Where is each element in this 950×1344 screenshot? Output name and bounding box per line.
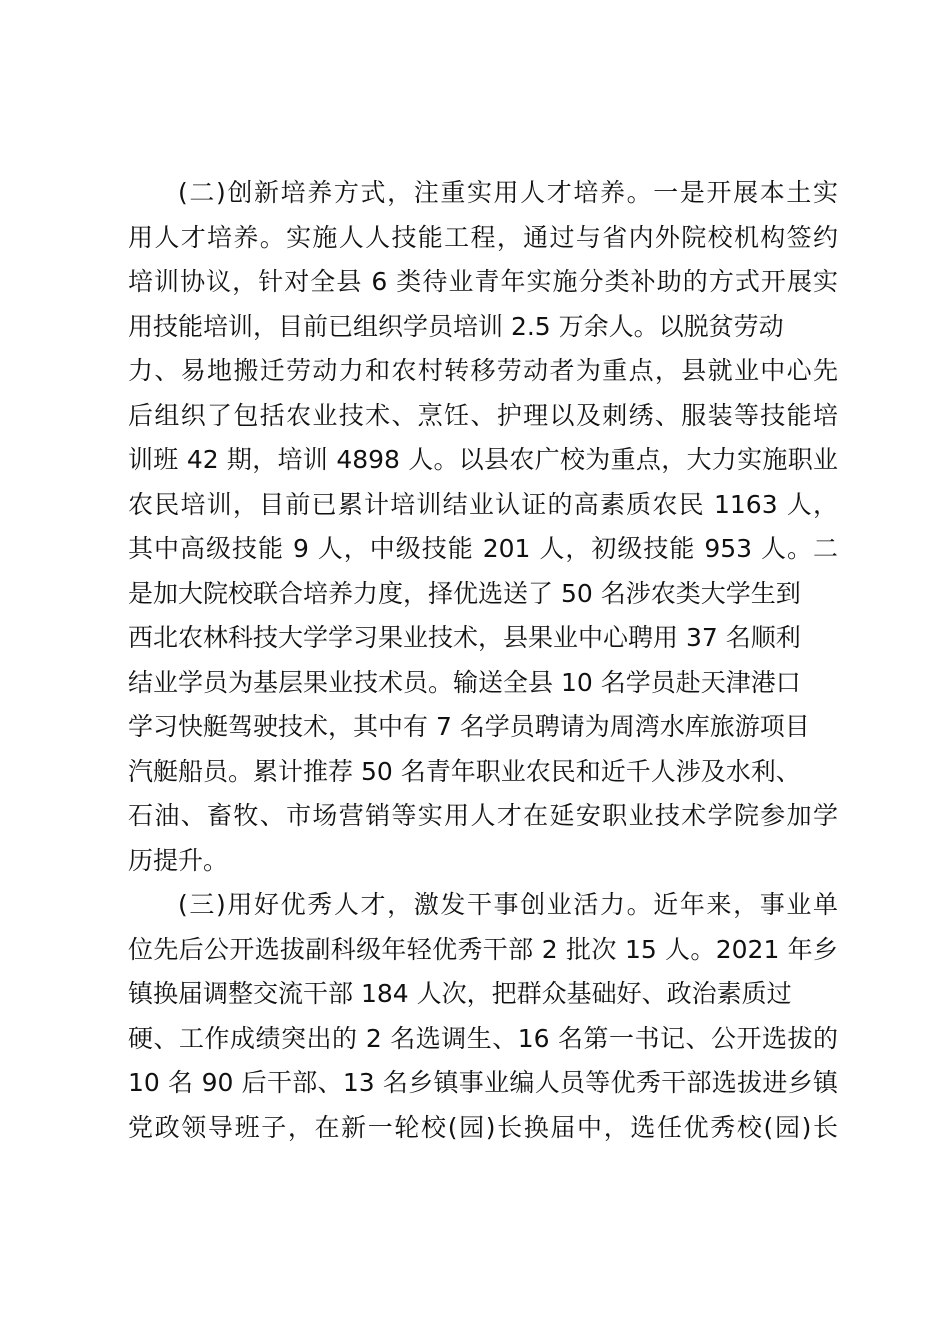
paragraph-line: 用人才培养。实施人人技能工程，通过与省内外院校机构签约 xyxy=(128,222,838,252)
paragraph-line: (三)用好优秀人才，激发干事创业活力。近年来，事业单 xyxy=(178,890,838,919)
paragraph-line: 党政领导班子，在新一轮校(园)长换届中，选任优秀校(园)长 xyxy=(128,1112,838,1142)
paragraph-line: 后组织了包括农业技术、烹饪、护理以及刺绣、服装等技能培 xyxy=(128,400,838,430)
paragraph-line: 位先后公开选拔副科级年轻优秀干部 2 批次 15 人。2021 年乡 xyxy=(128,934,838,964)
paragraph-line: 结业学员为基层果业技术员。输送全县 10 名学员赴天津港口 xyxy=(128,667,801,697)
document-body xyxy=(128,171,838,1150)
paragraph-line: 镇换届调整交流干部 184 人次，把群众基础好、政治素质过 xyxy=(128,979,792,1008)
paragraph-line: 学习快艇驾驶技术，其中有 7 名学员聘请为周湾水库旅游项目 xyxy=(128,712,810,741)
paragraph-line: 培训协议，针对全县 6 类待业青年实施分类补助的方式开展实 xyxy=(128,267,838,296)
paragraph-line: 10 名 90 后干部、13 名乡镇事业编人员等优秀干部选拔进乡镇 xyxy=(128,1068,838,1097)
paragraph-line: 西北农林科技大学学习果业技术，县果业中心聘用 37 名顺利 xyxy=(128,623,801,652)
paragraph-line: 力、易地搬迁劳动力和农村转移劳动者为重点，县就业中心先 xyxy=(128,356,838,385)
paragraph-line: 训班 42 期，培训 4898 人。以县农广校为重点，大力实施职业 xyxy=(128,445,838,474)
paragraph-line: 硬、工作成绩突出的 2 名选调生、16 名第一书记、公开选拔的 xyxy=(128,1023,838,1053)
paragraph-line: 汽艇船员。累计推荐 50 名青年职业农民和近千人涉及水利、 xyxy=(128,756,801,786)
paragraph-line: 用技能培训，目前已组织学员培训 2.5 万余人。以脱贫劳动 xyxy=(128,311,784,341)
paragraph-line: 农民培训，目前已累计培训结业认证的高素质农民 1163 人， xyxy=(128,489,838,519)
paragraph-line: 是加大院校联合培养力度，择优选送了 50 名涉农类大学生到 xyxy=(128,578,801,608)
paragraph-line: 其中高级技能 9 人，中级技能 201 人，初级技能 953 人。二 xyxy=(128,534,838,563)
paragraph-line: 历提升。 xyxy=(128,845,229,875)
paragraph-line: (二)创新培养方式，注重实用人才培养。一是开展本土实 xyxy=(178,178,838,207)
paragraph-line: 石油、畜牧、市场营销等实用人才在延安职业技术学院参加学 xyxy=(128,801,838,830)
